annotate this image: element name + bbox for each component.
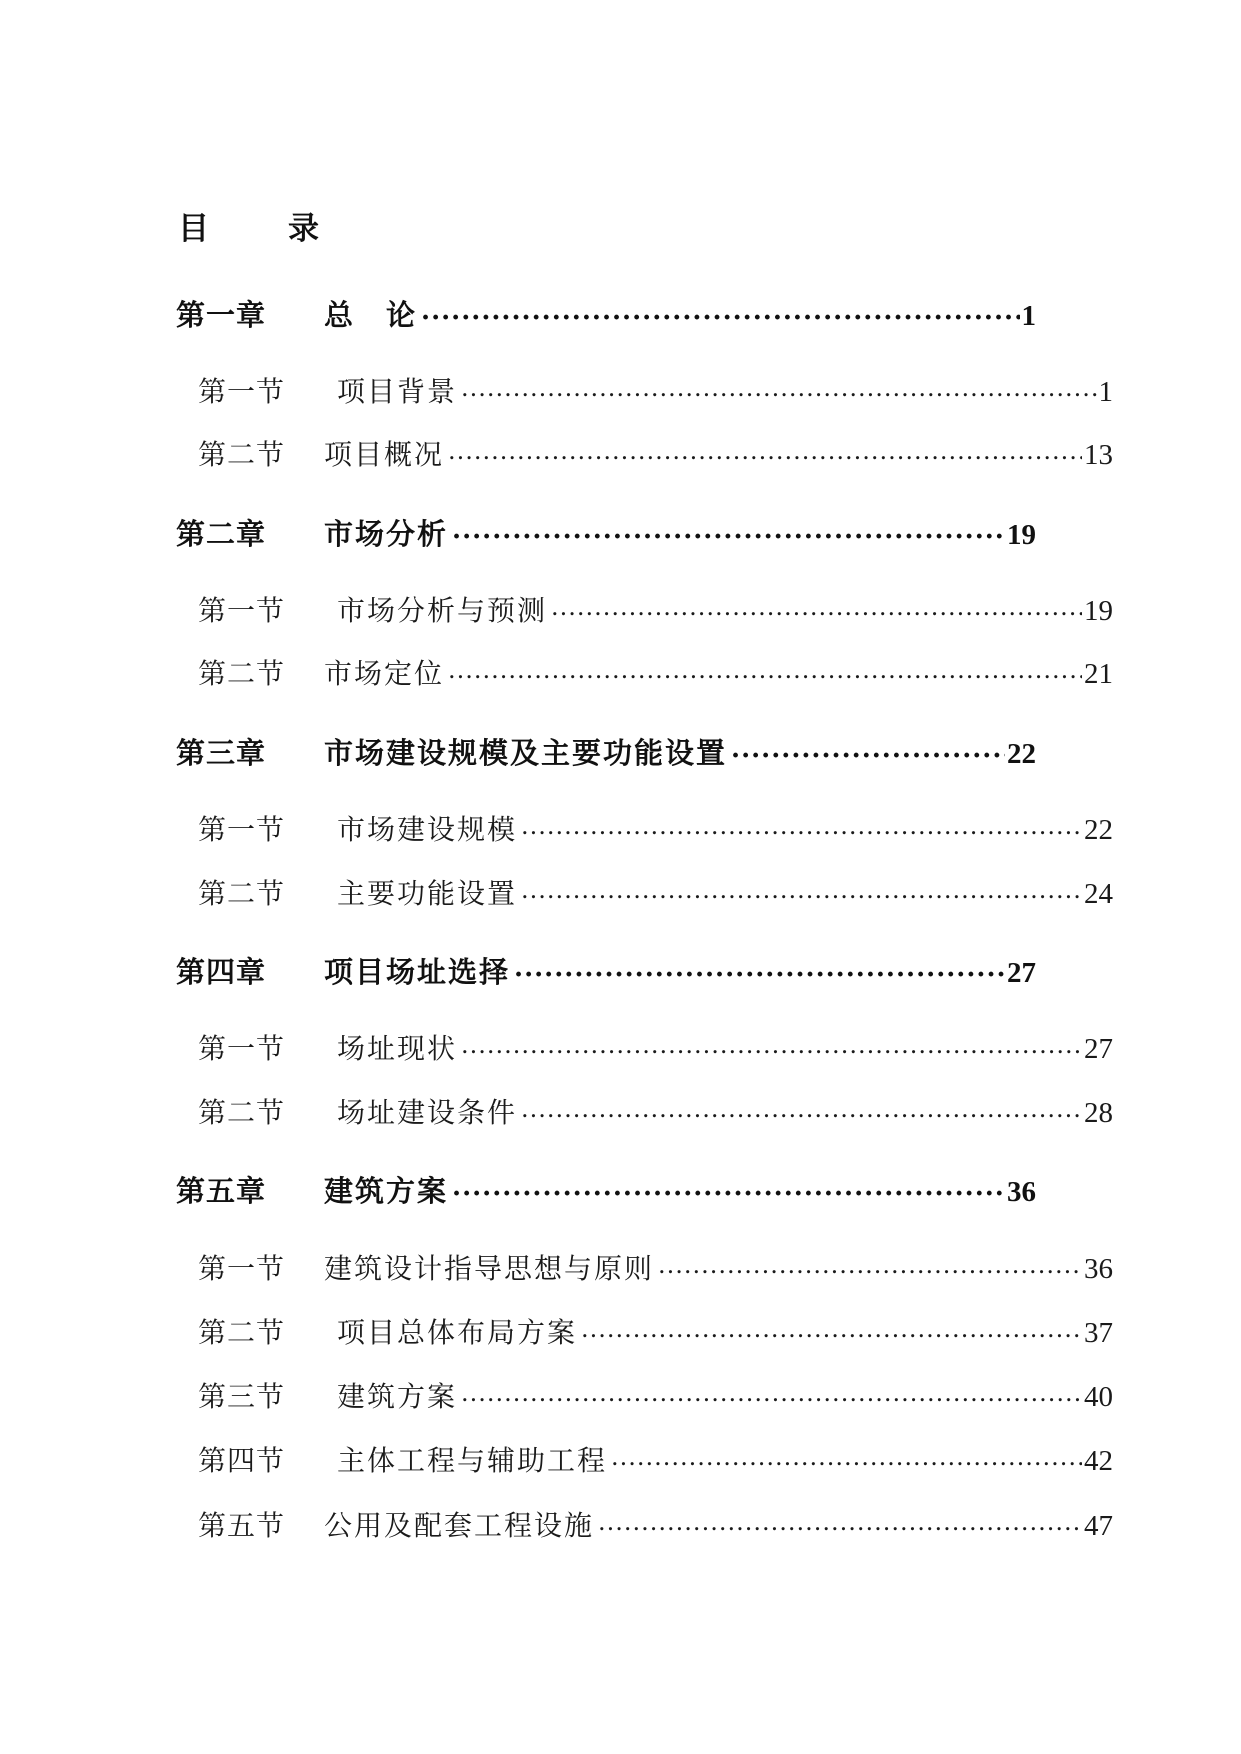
page-number: 27 <box>1084 1033 1113 1065</box>
chapter-title: 建筑方案 <box>324 1174 449 1208</box>
dot-leader <box>611 1442 1082 1470</box>
toc-section-entry[interactable] <box>198 1504 1113 1544</box>
toc-section-entry[interactable] <box>198 1247 1113 1287</box>
dot-leader <box>461 1378 1082 1406</box>
section-title: 场址建设条件 <box>337 1096 518 1129</box>
section-number: 第三节 <box>198 1380 286 1413</box>
section-title: 建筑方案 <box>337 1380 458 1413</box>
section-title: 市场建设规模 <box>337 813 518 846</box>
dot-leader <box>448 655 1082 683</box>
page-number: 36 <box>1084 1253 1113 1285</box>
section-number: 第二节 <box>198 1096 286 1129</box>
dot-leader <box>581 1314 1082 1342</box>
page-number: 28 <box>1084 1097 1113 1129</box>
section-number: 第二节 <box>198 877 286 910</box>
section-title: 项目背景 <box>337 375 458 408</box>
toc-chapter-entry[interactable] <box>176 950 1036 994</box>
section-number: 第一节 <box>198 1032 286 1065</box>
section-number: 第二节 <box>198 1316 286 1349</box>
section-number: 第一节 <box>198 1252 286 1285</box>
page-number: 22 <box>1007 738 1036 770</box>
dot-leader <box>521 811 1082 839</box>
dot-leader <box>452 515 1005 544</box>
page-number: 42 <box>1084 1445 1113 1477</box>
page-number: 37 <box>1084 1317 1113 1349</box>
dot-leader <box>461 1030 1082 1058</box>
page-number: 27 <box>1007 957 1036 989</box>
toc-section-entry[interactable] <box>198 370 1113 410</box>
page-number: 21 <box>1084 658 1113 690</box>
dot-leader <box>448 436 1082 464</box>
toc-section-entry[interactable] <box>198 872 1113 912</box>
page-number: 22 <box>1084 814 1113 846</box>
section-title: 市场定位 <box>324 657 445 690</box>
section-number: 第四节 <box>198 1444 286 1477</box>
toc-chapter-entry[interactable] <box>176 293 1036 337</box>
toc-section-entry[interactable] <box>198 1311 1113 1351</box>
section-title: 主体工程与辅助工程 <box>337 1444 608 1477</box>
dot-leader <box>731 734 1005 763</box>
chapter-number: 第一章 <box>176 298 267 332</box>
dot-leader <box>551 592 1082 620</box>
toc-section-entry[interactable] <box>198 589 1113 629</box>
toc-section-entry[interactable] <box>198 652 1113 692</box>
chapter-title: 总 论 <box>324 298 418 332</box>
section-number: 第五节 <box>198 1509 286 1542</box>
chapter-number: 第三章 <box>176 736 267 770</box>
toc-section-entry[interactable] <box>198 433 1113 473</box>
section-number: 第一节 <box>198 813 286 846</box>
section-title: 公用及配套工程设施 <box>324 1509 595 1542</box>
toc-chapter-entry[interactable] <box>176 1169 1036 1213</box>
toc-section-entry[interactable] <box>198 1439 1113 1479</box>
page-number: 19 <box>1007 519 1036 551</box>
section-title: 场址现状 <box>337 1032 458 1065</box>
toc-section-entry[interactable] <box>198 1375 1113 1415</box>
dot-leader <box>658 1250 1082 1278</box>
dot-leader <box>598 1507 1082 1535</box>
toc-chapter-entry[interactable] <box>176 512 1036 556</box>
page-number: 1 <box>1098 376 1113 408</box>
page-number: 47 <box>1084 1510 1113 1542</box>
page-number: 13 <box>1084 439 1113 471</box>
page-number: 24 <box>1084 878 1113 910</box>
toc-heading: 目 录 <box>178 211 343 247</box>
section-number: 第一节 <box>198 375 286 408</box>
section-title: 市场分析与预测 <box>337 594 548 627</box>
section-number: 第一节 <box>198 594 286 627</box>
page-number: 19 <box>1084 595 1113 627</box>
section-title: 主要功能设置 <box>337 877 518 910</box>
dot-leader <box>514 953 1005 982</box>
chapter-title: 市场分析 <box>324 517 449 551</box>
chapter-number: 第二章 <box>176 517 267 551</box>
toc-section-entry[interactable] <box>198 808 1113 848</box>
section-title: 建筑设计指导思想与原则 <box>324 1252 655 1285</box>
chapter-number: 第四章 <box>176 955 267 989</box>
chapter-title: 市场建设规模及主要功能设置 <box>324 736 728 770</box>
page-number: 36 <box>1007 1176 1036 1208</box>
page-number: 1 <box>1021 300 1036 332</box>
toc-section-entry[interactable] <box>198 1027 1113 1067</box>
section-title: 项目总体布局方案 <box>337 1316 578 1349</box>
chapter-title: 项目场址选择 <box>324 955 511 989</box>
section-number: 第二节 <box>198 438 286 471</box>
dot-leader <box>521 1094 1082 1122</box>
page-number: 40 <box>1084 1381 1113 1413</box>
dot-leader <box>521 875 1082 903</box>
dot-leader <box>421 296 1019 325</box>
chapter-number: 第五章 <box>176 1174 267 1208</box>
dot-leader <box>461 373 1096 401</box>
toc-chapter-entry[interactable] <box>176 731 1036 775</box>
dot-leader <box>452 1172 1005 1201</box>
toc-section-entry[interactable] <box>198 1091 1113 1131</box>
section-number: 第二节 <box>198 657 286 690</box>
section-title: 项目概况 <box>324 438 445 471</box>
